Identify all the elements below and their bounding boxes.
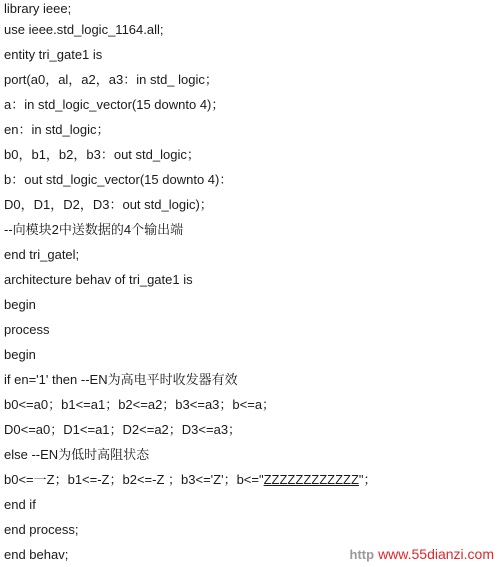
code-line-use: use ieee.std_logic_1164.all;	[4, 22, 164, 37]
code-line-assign-z	[4, 467, 494, 492]
code-line-if: if en='1' then --EN为高电平时收发器有效	[4, 372, 238, 387]
code-line-process: process	[4, 322, 50, 337]
code-line-assign-d: D0<=a0；D1<=a1；D2<=a2；D3<=a3；	[4, 422, 242, 437]
code-line-assign-z-underlined: ZZZZZZZZZZZZ	[263, 472, 359, 487]
code-line-d-ports: D0，D1，D2，D3：out std_logic)；	[4, 197, 213, 212]
watermark-prefix: http	[349, 547, 375, 562]
watermark-domain: www.55dianzi.com	[378, 546, 494, 562]
code-line-begin: begin	[4, 297, 36, 312]
code-line-port: port(a0，al，a2，a3：in std_ logic；	[4, 72, 218, 87]
code-listing	[4, 0, 494, 567]
code-line-comment: --向模块2中送数据的4个输出端	[4, 222, 184, 237]
code-line-entity: entity tri_gate1 is	[4, 47, 103, 62]
code-line-end-if: end if	[4, 497, 36, 512]
site-watermark	[350, 544, 494, 564]
code-line-begin-process: begin	[4, 347, 36, 362]
code-line-architecture: architecture behav of tri_gate1 is	[4, 272, 193, 287]
code-line-end-entity: end tri_gatel;	[4, 247, 80, 262]
code-line-end-process: end process;	[4, 522, 79, 537]
code-line-assign-z-after: "；	[358, 472, 377, 487]
code-line-else: else --EN为低时高阻状态	[4, 447, 150, 462]
code-line-end-behav: end behav;	[4, 547, 69, 562]
code-line-en-port: en：in std_logic；	[4, 122, 110, 137]
code-line-b-vector: b：out std_logic_vector(15 downto 4)：	[4, 172, 233, 187]
code-line-assign-z-before: b0<=一Z；b1<=-Z；b2<=-Z ；b3<='Z'；b<="	[4, 472, 264, 487]
code-line-assign-b: b0<=a0；b1<=a1；b2<=a2；b3<=a3；b<=a；	[4, 397, 276, 412]
code-line-b-ports: b0，b1，b2，b3：out std_logic；	[4, 147, 200, 162]
code-line-a-port: a：in std_logic_vector(15 downto 4)；	[4, 97, 225, 112]
code-line-library: library ieee;	[4, 1, 72, 16]
